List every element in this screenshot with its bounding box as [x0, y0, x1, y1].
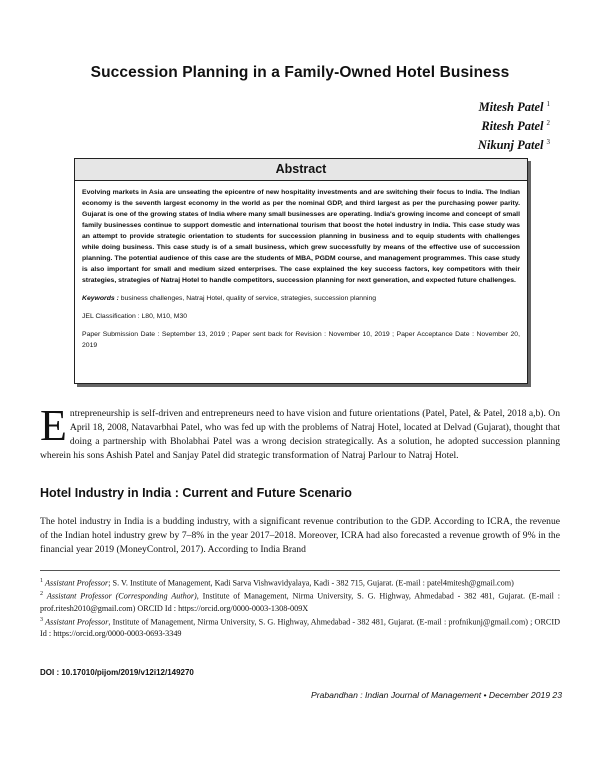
author-entry — [478, 115, 550, 134]
footnote-role: Assistant Professor — [45, 578, 109, 588]
footnote-role: Assistant Professor — [45, 617, 109, 627]
keywords-text: business challenges, Natraj Hotel, quality of service, strategies, succession planning — [120, 295, 377, 302]
author-affiliation-mark: 2 — [546, 119, 550, 128]
footnote-text: , Institute of Management, Nirma University, S. G. Highway, Ahmedabad - 382 481, Gujarat. (E-mail : profnikunj@gmail.com) ; ORCID Id : https://orcid.org/0000-0003-0693-3349 — [40, 617, 561, 639]
author-entry — [478, 134, 550, 153]
footnote-divider — [40, 570, 560, 571]
section-paragraph: The hotel industry in India is a budding industry, with a significant revenue contribution to the GDP. According to ICRA, the revenue of the Indian hotel industry grew by 7–8% in the year 2017–2018. Moreover, ICRA had also forecasted a revenue growth of 9% in the financial year 2019 (MoneyControl, 2017). According to India Brand — [40, 516, 560, 555]
abstract-box — [74, 158, 528, 384]
doi-line: DOI : 10.17010/pijom/2019/v12i12/149270 — [40, 668, 194, 677]
footnote-text: ; S. V. Institute of Management, Kadi Sarva Vishwavidyalaya, Kadi - 382 715, Gujarat. (E-mail : patel4mitesh@gmail.com) — [108, 578, 514, 588]
author-affiliation-mark: 3 — [546, 138, 550, 147]
abstract-heading: Abstract — [75, 159, 527, 181]
footnote-mark: 2 — [40, 591, 43, 598]
footnote — [40, 589, 560, 614]
section-heading: Hotel Industry in India : Current and Future Scenario — [40, 486, 352, 500]
drop-cap: E — [40, 401, 67, 450]
footnote-mark: 3 — [40, 616, 43, 623]
footnote-text: , Institute of Management, Nirma University, S. G. Highway, Ahmedabad - 382 481, Gujarat. (E-mail : prof.ritesh2010@gmail.com) ORCID Id : https://orcid.org/0000-0003-1308-009X — [40, 592, 560, 613]
keywords-label: Keywords : — [82, 295, 119, 302]
abstract-body — [75, 181, 527, 351]
intro-text: ntrepreneurship is self-driven and entrepreneurs need to have vision and future orientations (Patel, Patel, & Patel, 2018 a,b). On April 18, 2008, Natavarbhai Patel, who was fed up with the problems of Natraj Hotel, located at Delvad (Gujarat), thought that doing a partnership with Bholabhai Patel was a wrong decision strategically. As a solution, he adopted succession planning wherein his sons Ashish Patel and Sanjay Patel did strategic transformation of Natraj Parlour to Natraj Hotel. — [40, 408, 560, 461]
paper-title: Succession Planning in a Family-Owned Hotel Business — [90, 64, 510, 81]
author-affiliation-mark: 1 — [546, 100, 550, 108]
intro-paragraph — [40, 401, 560, 463]
author-list — [478, 96, 550, 153]
footnote — [40, 615, 560, 640]
keywords-line — [82, 293, 520, 304]
author-entry — [478, 96, 550, 115]
jel-classification: JEL Classification : L80, M10, M30 — [82, 313, 188, 320]
page-footer: Prabandhan : Indian Journal of Management • December 2019 23 — [311, 690, 562, 700]
footnotes — [40, 576, 560, 640]
footnote-mark: 1 — [40, 578, 43, 584]
author-name: Ritesh Patel — [481, 119, 544, 134]
author-name: Mitesh Patel — [478, 100, 544, 115]
paper-dates: Paper Submission Date : September 13, 2019 ; Paper sent back for Revision : November 10, 2019 ; Paper Acceptance Date : November 20, 2019 — [82, 331, 520, 349]
footnote — [40, 576, 560, 589]
author-name: Nikunj Patel — [477, 138, 544, 153]
abstract-text: Evolving markets in Asia are unseating the epicentre of new hospitality investments and are switching their focus to India. The Indian economy is the seventh largest economy in the world as per the nominal GDP, and third largest as per the purchasing power parity. Gujarat is one of the growing states of India where many small businesses are operating. India's growing income and concept of small family businesses continue to support domestic and international tourism that boost the hotel industry in India. This case study was an attempt to provide strategic orientation to students for succession planning in business and to equip students with challenges while doing business. This case study is of a small business, which grew successfully by means of the effective use of succession planning. The potential audience of this case are the students of MBA, PGDM course, and management programmes. This case study is also important for small and medium sized enterprises. The case explained the key success factors, key competitors with their strategies, strategies of Natraj Hotel to handle competitors, succession planning for next generation, and expected future challenges. — [82, 189, 520, 284]
footnote-role: Assistant Professor (Corresponding Author) — [46, 592, 197, 602]
